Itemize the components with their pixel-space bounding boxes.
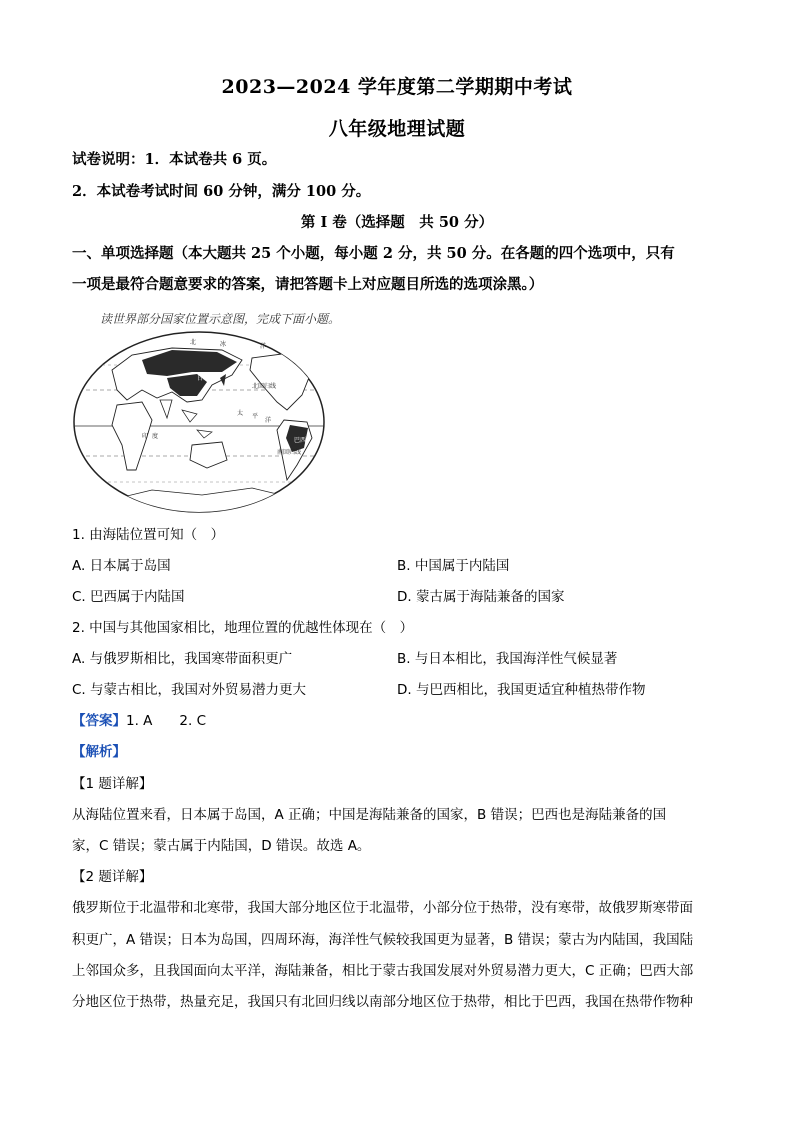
detail-2-label: 【2 题详解】 bbox=[72, 869, 153, 885]
label-pacific-2: 平 bbox=[252, 413, 259, 420]
question-2-option-c: C. 与蒙古相比，我国对外贸易潜力更大 bbox=[72, 682, 307, 698]
notes-line-2: 2．本试卷考试时间 60 分钟，满分 100 分。 bbox=[72, 183, 371, 200]
answer-value: 1. A 2. C bbox=[126, 713, 207, 729]
exam-title: 2023—2024 学年度第二学期期中考试 bbox=[221, 76, 573, 98]
detail-2-line-4: 分地区位于热带，热量充足，我国只有北回归线以南部分地区位于热带，相比于巴西，我国在热带作物种 bbox=[72, 994, 693, 1010]
notes-line-1: 试卷说明：1．本试卷共 6 页。 bbox=[72, 151, 277, 168]
section-instruction-2: 一项是最符合题意要求的答案，请把答题卡上对应题目所选的选项涂黑。） bbox=[72, 276, 544, 293]
label-indian-2: 度 bbox=[152, 433, 159, 440]
question-1-option-b: B. 中国属于内陆国 bbox=[397, 558, 510, 574]
detail-1-line-1: 从海陆位置来看，日本属于岛国，A 正确；中国是海陆兼备的国家，B 错误；巴西也是海陆兼备的国 bbox=[72, 807, 667, 823]
label-ocean: 洋 bbox=[265, 417, 272, 424]
label-north-tropic: 北回归线 bbox=[252, 383, 277, 390]
question-2-stem: 2. 中国与其他国家相比，地理位置的优越性体现在（ ） bbox=[72, 620, 414, 636]
label-pacific-1: 太 bbox=[237, 410, 244, 417]
section-heading: 第 I 卷（选择题 共 50 分） bbox=[300, 214, 494, 231]
label-arctic-3: 洋 bbox=[260, 343, 267, 350]
analysis-label: 【解析】 bbox=[72, 744, 126, 760]
reading-intro: 读世界部分国家位置示意图，完成下面小题。 bbox=[100, 312, 341, 326]
question-1-option-a: A. 日本属于岛国 bbox=[72, 558, 171, 574]
label-arctic-1: 北 bbox=[190, 339, 197, 346]
question-2-option-a: A. 与俄罗斯相比，我国寒带面积更广 bbox=[72, 651, 293, 667]
label-brazil: 巴西 bbox=[294, 437, 307, 444]
detail-2-line-1: 俄罗斯位于北温带和北寒带，我国大部分地区位于北温带，小部分位于热带，没有寒带，故俄罗斯寒带面 bbox=[72, 900, 693, 916]
exam-subtitle: 八年级地理试题 bbox=[328, 118, 466, 140]
detail-1-line-2: 家，C 错误；蒙古属于内陆国，D 错误。故选 A。 bbox=[72, 838, 371, 854]
section-instruction-1: 一、单项选择题（本大题共 25 个小题，每小题 2 分，共 50 分。在各题的四个选项中，只有 bbox=[72, 245, 675, 262]
question-2-option-d: D. 与巴西相比，我国更适宜种植热带作物 bbox=[397, 682, 646, 698]
question-1-option-d: D. 蒙古属于海陆兼备的国家 bbox=[397, 589, 565, 605]
detail-1-label: 【1 题详解】 bbox=[72, 776, 153, 792]
detail-2-line-3: 上邻国众多，且我国面向太平洋，海陆兼备，相比于蒙古我国发展对外贸易潜力更大，C 正确；巴西大部 bbox=[72, 963, 694, 979]
world-map bbox=[72, 330, 326, 514]
question-2-option-b: B. 与日本相比，我国海洋性气候显著 bbox=[397, 651, 618, 667]
question-1-option-c: C. 巴西属于内陆国 bbox=[72, 589, 185, 605]
label-south-tropic: 南回归线 bbox=[277, 449, 302, 456]
label-arctic-2: 冰 bbox=[220, 341, 227, 348]
label-japan: 日本 bbox=[197, 375, 210, 382]
detail-2-line-2: 积更广，A 错误；日本为岛国，四周环海，海洋性气候较我国更为显著，B 错误；蒙古为内陆国，我国陆 bbox=[72, 932, 694, 948]
label-indian-1: 印 bbox=[142, 433, 149, 440]
answer-line bbox=[72, 711, 722, 731]
answer-label: 【答案】 bbox=[72, 713, 126, 729]
question-1-stem: 1. 由海陆位置可知（ ） bbox=[72, 527, 225, 543]
